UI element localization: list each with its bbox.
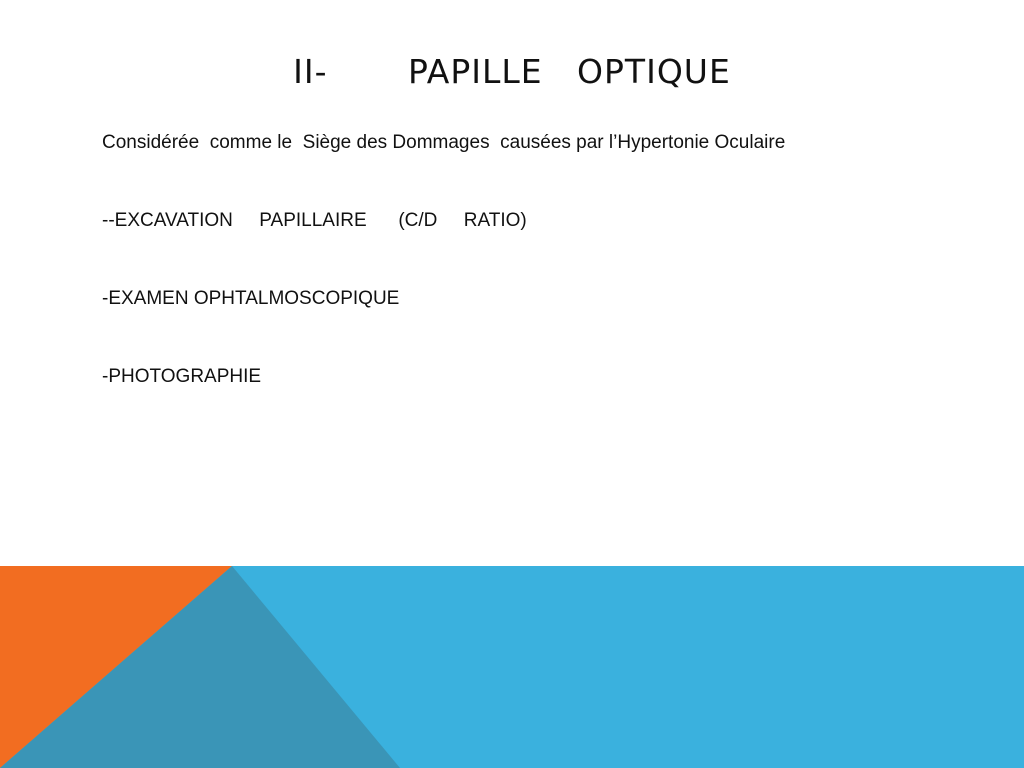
body-text-line-1: Considérée comme le Siège des Dommages causées par l’Hypertonie Oculaire (102, 132, 786, 153)
slide-title: II- PAPILLE OPTIQUE (293, 52, 731, 91)
body-text-line-3: -EXAMEN OPHTALMOSCOPIQUE (102, 288, 400, 309)
decorative-footer-shapes (0, 566, 1024, 768)
body-text-line-2: --EXCAVATION PAPILLAIRE (C/D RATIO) (102, 210, 527, 231)
slide-content (102, 129, 962, 441)
body-text-line-4: -PHOTOGRAPHIE (102, 366, 262, 387)
